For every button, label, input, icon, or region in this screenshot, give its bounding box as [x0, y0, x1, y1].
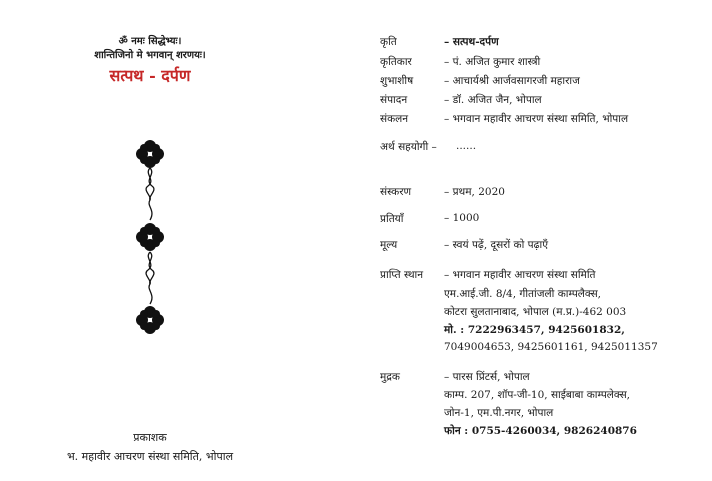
publisher-name: भ. महावीर आचरण संस्था समिति, भोपाल	[66, 450, 234, 463]
right-page-details	[370, 0, 710, 481]
invocation-line-2: शान्तिजिनो मे भगवान् शरणयः।	[94, 50, 206, 61]
book-title: सत्पथ - दर्पण	[109, 66, 191, 85]
detail-value: – डॉ. अजित जैन, भोपाल	[444, 94, 542, 106]
detail-label: मूल्य	[380, 239, 398, 251]
address-line: एम.आई.जी. 8/4, गीतांजली काम्पलैक्स,	[444, 288, 602, 300]
detail-label: अर्थ सहयोगी –	[380, 141, 437, 153]
detail-label: संपादन	[380, 94, 408, 106]
printer-address-line: जोन-1, एम.पी.नगर, भोपाल	[444, 407, 554, 419]
detail-label: संस्करण	[380, 186, 412, 198]
detail-value: – पारस प्रिंटर्स, भोपाल	[444, 371, 530, 383]
left-page	[0, 0, 300, 481]
detail-label: प्राप्ति स्थान	[380, 269, 424, 281]
detail-label: मुद्रक	[380, 371, 400, 383]
detail-value: – पं. अजित कुमार शास्त्री	[444, 56, 541, 68]
detail-label: कृति	[380, 36, 397, 48]
detail-value: – सत्पथ-दर्पण	[444, 36, 499, 48]
address-line: कोटरा सुलतानाबाद, भोपाल (म.प्र.)-462 003	[444, 306, 627, 318]
phone-line: 7049004653, 9425601161, 9425011357	[444, 341, 658, 353]
printer-address-line: काम्प. 207, शॉप-जी-10, साईबाबा काम्पलेक्स,	[444, 389, 631, 401]
detail-value: – भगवान महावीर आचरण संस्था समिति, भोपाल	[444, 113, 629, 125]
detail-label: प्रतियाँ	[380, 213, 404, 225]
detail-value: – 1000	[444, 212, 480, 224]
detail-value: – प्रथम, 2020	[444, 186, 505, 198]
floral-ornament-icon	[130, 132, 170, 342]
publisher-label: प्रकाशक	[133, 431, 167, 444]
detail-label: कृतिकार	[380, 56, 412, 68]
invocation-line-1: ॐ नमः सिद्धेभ्यः।	[118, 36, 182, 47]
detail-value: – भगवान महावीर आचरण संस्था समिति	[444, 269, 596, 281]
detail-value: – स्वयं पढ़ें, दूसरों को पढ़ाएँ	[444, 239, 549, 251]
detail-label: संकलन	[380, 113, 409, 125]
phone-line: मो. : 7222963457, 9425601832,	[444, 324, 625, 336]
detail-value: ......	[456, 140, 477, 152]
detail-label: शुभाशीष	[380, 75, 414, 87]
printer-phone-line: फोन : 0755-4260034, 9826240876	[444, 425, 637, 437]
detail-value: – आचार्यश्री आर्जवसागरजी महाराज	[444, 75, 580, 87]
